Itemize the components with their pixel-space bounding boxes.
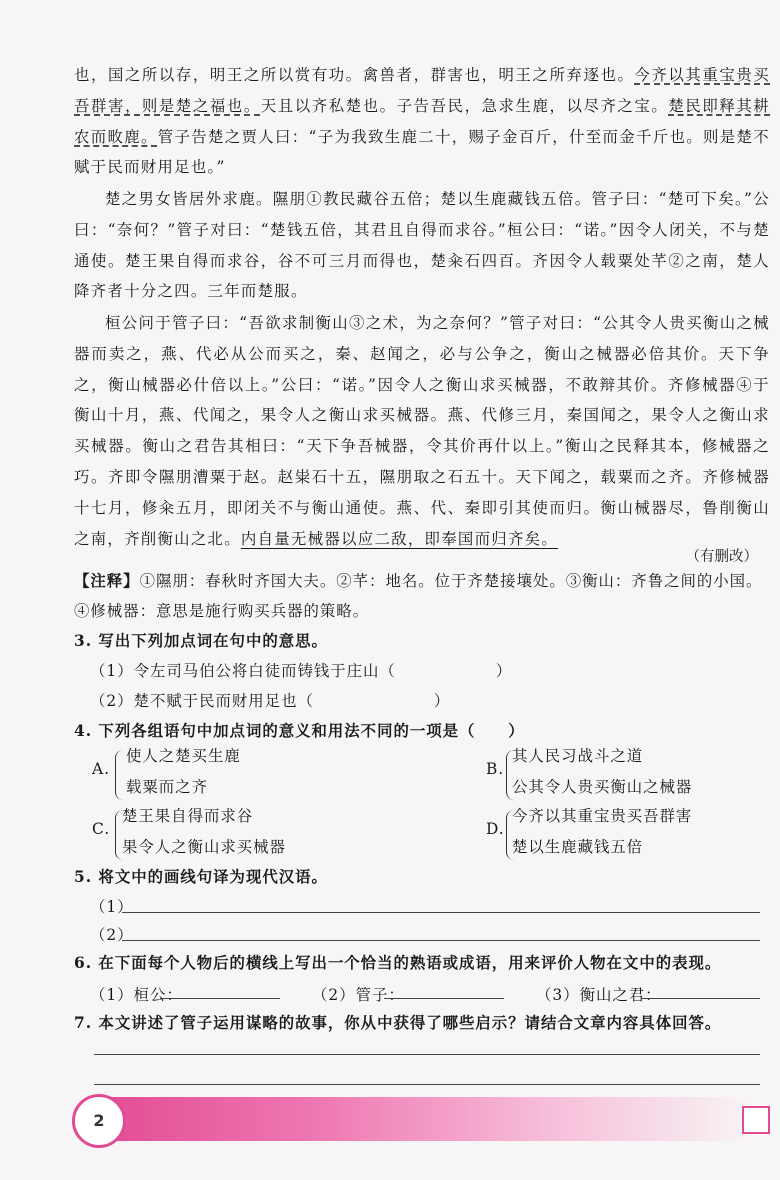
passage-text: 天且以齐私楚也。子告吾民，急求生鹿，以尽齐之宝。 [260, 96, 669, 115]
passage-text: 也，国之所以存，明王之所以赏有功。禽兽者，群害也，明王之所弃逐也。 [74, 66, 635, 84]
question-5-label-2: （2） [90, 926, 134, 944]
question-5-label-1: （1） [90, 898, 134, 916]
question-3-stem: 3. 写出下列加点词在句中的意思。 [74, 632, 328, 650]
underlined-sentence-1: 今齐以其重宝贵买吾群害，则是楚之福也。 [74, 66, 770, 115]
answer-line-6-1[interactable] [160, 998, 280, 999]
source-credit: （有删改） [685, 549, 758, 565]
notes-line-2: ④修械器：意思是施行购买兵器的策略。 [74, 602, 370, 620]
option-a-line-1: 使人之楚买生鹿 [126, 747, 241, 765]
option-a-brace [115, 750, 124, 800]
question-5-stem: 5. 将文中的画线句译为现代汉语。 [74, 868, 328, 886]
answer-line-6-3[interactable] [642, 998, 760, 999]
question-3-item-1 [90, 658, 512, 684]
question-6-item-3: （3）衡山之君： [536, 986, 662, 1004]
passage-paragraph-1 [74, 60, 770, 183]
notes-label: 【注释】 [74, 572, 140, 590]
item-text: ） [495, 662, 513, 680]
question-3-item-2 [90, 688, 450, 714]
underlined-sentence-3: 内自量无械器以应二敌，即奉国而归齐矣。 [240, 529, 559, 548]
question-6-item-2: （2）管子： [312, 986, 405, 1004]
footer-band [94, 1097, 754, 1141]
question-4-stem: 4. 下列各组语句中加点词的意义和用法不同的一项是（ ） [74, 722, 525, 740]
option-d-label[interactable]: D. [486, 820, 505, 838]
answer-line-6-2[interactable] [384, 998, 504, 999]
answer-line-5-1[interactable] [122, 912, 760, 913]
option-c-line-1: 楚王果自得而求谷 [122, 807, 254, 825]
item-text: （1）令左司马伯公将白徒而铸钱于庄山（ [90, 662, 396, 680]
option-d-line-2: 楚以生鹿藏钱五倍 [512, 838, 644, 856]
passage-text: 管子告楚之贾人曰：“子为我致生鹿二十，赐子金百斤，什至而金千斤也。则是楚不赋于民而财用足也。” [74, 127, 770, 177]
page-number: 2 [72, 1094, 126, 1148]
checkbox-icon[interactable] [742, 1106, 770, 1134]
answer-line-7-2[interactable] [94, 1084, 760, 1085]
item-text: （2）楚不赋于民而财用足也（ [90, 692, 314, 710]
underlined-sentence-2: 楚民即释其耕农而畋鹿。 [74, 96, 770, 146]
option-b-line-2: 公其令人贵买衡山之械器 [512, 778, 693, 796]
option-d-line-1: 今齐以其重宝贵买吾群害 [512, 807, 693, 825]
option-a-line-2: 载粟而之齐 [126, 778, 208, 796]
passage-text: 桓公问于管子曰：“吾欲求制衡山③之术，为之奈何？”管子对曰：“公其令人贵买衡山之械器而卖之，燕、代必从公而买之，秦、赵闻之，必与公争之，衡山之械器必倍其价。天下争之，衡山械器必什倍以上。”公曰：“诺。”因令人之衡山求买械器，不敢辩其价。齐修械器④于衡山十月，燕、代闻之，果令人之衡山求买械器。燕、代修三月，秦国闻之，果令人之衡山求买械器。衡山之君告其相曰：“天下争吾械器，令其价再什以上。”衡山之民释其本，修械器之巧。齐即令隰朋漕粟于赵。赵粜石十五，隰朋取之石五十。天下闻之，载粟而之齐。齐修械器十七月，修籴五月，即闭关不与衡山通使。燕、代、秦即引其使而归。衡山械器尽，鲁削衡山之南，齐削衡山之北。 [74, 314, 770, 548]
item-text: ） [433, 692, 451, 710]
passage-paragraph-2: 楚之男女皆居外求鹿。隰朋①教民藏谷五倍；楚以生鹿藏钱五倍。管子曰：“楚可下矣。”公曰：“奈何？”管子对曰：“楚钱五倍，其君且自得而求谷。”桓公曰：“诺。”因令人闭关，不与楚通使。楚王果自得而求谷，谷不可三月而得也，楚籴石四百。齐因令人载粟处芊②之南，楚人降齐者十分之四。三年而楚服。 [74, 190, 770, 301]
question-6-stem: 6. 在下面每个人物后的横线上写出一个恰当的熟语或成语，用来评价人物在文中的表现。 [74, 954, 722, 972]
passage-paragraph-3 [74, 308, 770, 554]
question-7-stem: 7. 本文讲述了管子运用谋略的故事，你从中获得了哪些启示？请结合文章内容具体回答。 [74, 1014, 722, 1032]
option-a-label[interactable]: A. [92, 760, 111, 778]
answer-line-7-1[interactable] [94, 1054, 760, 1055]
option-c-line-2: 果令人之衡山求买械器 [122, 838, 286, 856]
option-b-label[interactable]: B. [486, 760, 505, 778]
notes-line-1 [74, 568, 762, 594]
notes-text: ①隰朋：春秋时齐国大夫。②芊：地名。位于齐楚接壤处。③衡山：齐鲁之间的小国。 [139, 572, 763, 590]
option-b-line-1: 其人民习战斗之道 [512, 747, 644, 765]
option-c-label[interactable]: C. [92, 820, 111, 838]
question-6-item-1: （1）桓公： [90, 986, 183, 1004]
answer-line-5-2[interactable] [122, 940, 760, 941]
